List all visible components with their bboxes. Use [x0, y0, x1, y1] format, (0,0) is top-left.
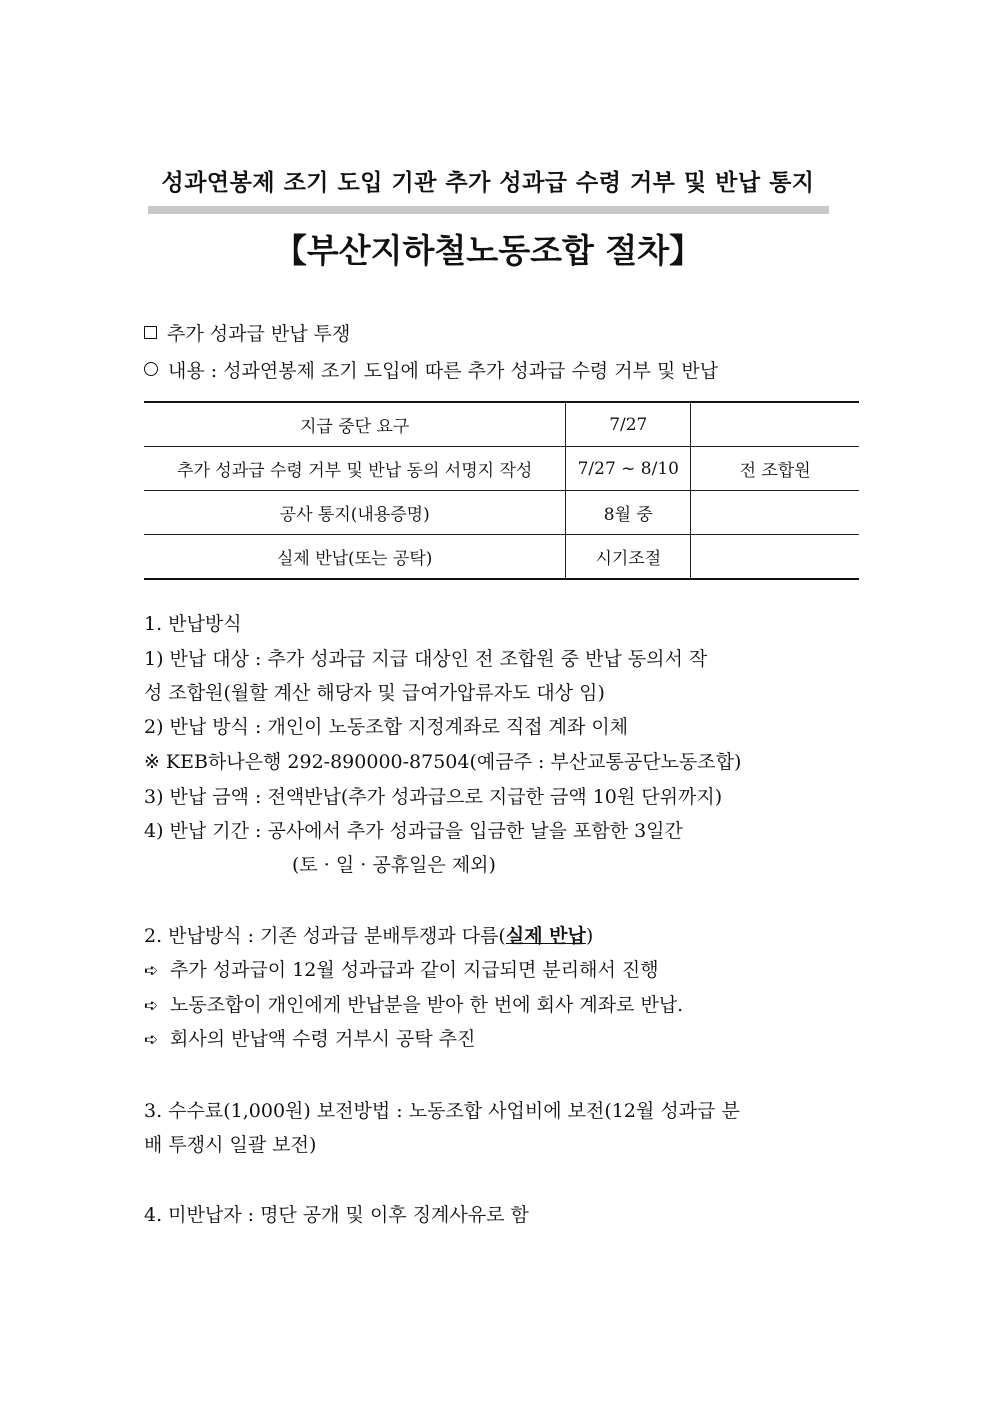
- section1-item4-line1: 4) 반납 기간 : 공사에서 추가 성과급을 입금한 날을 포함한 3일간: [144, 820, 683, 842]
- table-cell-date: 8월 중: [566, 491, 691, 535]
- section3-line2: 배 투쟁시 일괄 보전): [144, 1134, 317, 1156]
- table-cell-target: [691, 491, 859, 535]
- section2-point-text: 노동조합이 개인에게 반납분을 받아 한 번에 회사 계좌로 반납.: [170, 994, 684, 1016]
- table-cell-date: 7/27 ~ 8/10: [566, 447, 691, 491]
- table-cell-target: [691, 535, 859, 580]
- table-row: [144, 402, 859, 447]
- table-row: [144, 447, 859, 491]
- overview-content-text: 내용 : 성과연봉제 조기 도입에 따른 추가 성과급 수령 거부 및 반납: [168, 360, 719, 382]
- arrow-right-icon: ➪: [144, 1030, 159, 1050]
- table-row: [144, 491, 859, 535]
- title-underline-bar: [148, 206, 829, 214]
- table-cell-task: 추가 성과급 수령 거부 및 반납 동의 서명지 작성: [144, 447, 566, 491]
- circle-bullet-icon: [144, 362, 158, 376]
- table-cell-task: 지급 중단 요구: [144, 402, 566, 447]
- section2-point: [144, 956, 659, 985]
- section3-line1: 3. 수수료(1,000원) 보전방법 : 노동조합 사업비에 보전(12월 성과급 분: [144, 1100, 740, 1122]
- section1-account: [144, 748, 741, 776]
- section2-heading-suffix: ): [585, 925, 594, 947]
- arrow-right-icon: ➪: [144, 961, 159, 981]
- section2-heading-emphasis: 실제 반납: [505, 925, 586, 947]
- table-cell-date: 7/27: [566, 402, 691, 447]
- section2-point-text: 회사의 반납액 수령 거부시 공탁 추진: [170, 1028, 476, 1050]
- arrow-right-icon: ➪: [144, 996, 159, 1016]
- section1-heading: 1. 반납방식: [144, 613, 242, 635]
- overview-content: [144, 357, 718, 385]
- section1-item3: 3) 반납 금액 : 전액반납(추가 성과급으로 지급한 금액 10원 단위까지): [144, 786, 723, 808]
- section2-heading: [144, 922, 593, 950]
- square-bullet-icon: [144, 326, 157, 339]
- section1-item2: 2) 반납 방식 : 개인이 노동조합 지정계좌로 직접 계좌 이체: [144, 716, 629, 738]
- section4-text: 4. 미반납자 : 명단 공개 및 이후 징계사유로 함: [144, 1204, 529, 1226]
- account-text: KEB하나은행 292-890000-87504(예금주 : 부산교통공단노동조합): [165, 751, 742, 773]
- section1-item1-line2: 성 조합원(월할 계산 해당자 및 급여가압류자도 대상 임): [144, 682, 605, 704]
- section2-heading-prefix: 2. 반납방식 : 기존 성과급 분배투쟁과 다름(: [144, 925, 506, 947]
- section1-item4-line2: (토 · 일 · 공휴일은 제외): [292, 854, 496, 876]
- section1-item1-line1: 1) 반납 대상 : 추가 성과급 지급 대상인 전 조합원 중 반납 동의서 작: [144, 648, 708, 670]
- overview-heading: [144, 320, 350, 348]
- page-title: 성과연봉제 조기 도입 기관 추가 성과급 수령 거부 및 반납 통지: [161, 170, 815, 196]
- schedule-table: [144, 401, 859, 580]
- reference-mark-icon: ※: [144, 751, 160, 773]
- section2-point: [144, 1025, 476, 1054]
- overview-heading-text: 추가 성과급 반납 투쟁: [167, 323, 351, 345]
- table-cell-task: 공사 통지(내용증명): [144, 491, 566, 535]
- table-cell-target: [691, 402, 859, 447]
- page-subtitle: 【부산지하철노동조합 절차】: [273, 231, 703, 270]
- section2-point: [144, 991, 683, 1020]
- table-cell-date: 시기조절: [566, 535, 691, 580]
- table-cell-target: 전 조합원: [691, 447, 859, 491]
- table-row: [144, 535, 859, 580]
- section2-point-text: 추가 성과급이 12월 성과급과 같이 지급되면 분리해서 진행: [170, 959, 659, 981]
- table-cell-task: 실제 반납(또는 공탁): [144, 535, 566, 580]
